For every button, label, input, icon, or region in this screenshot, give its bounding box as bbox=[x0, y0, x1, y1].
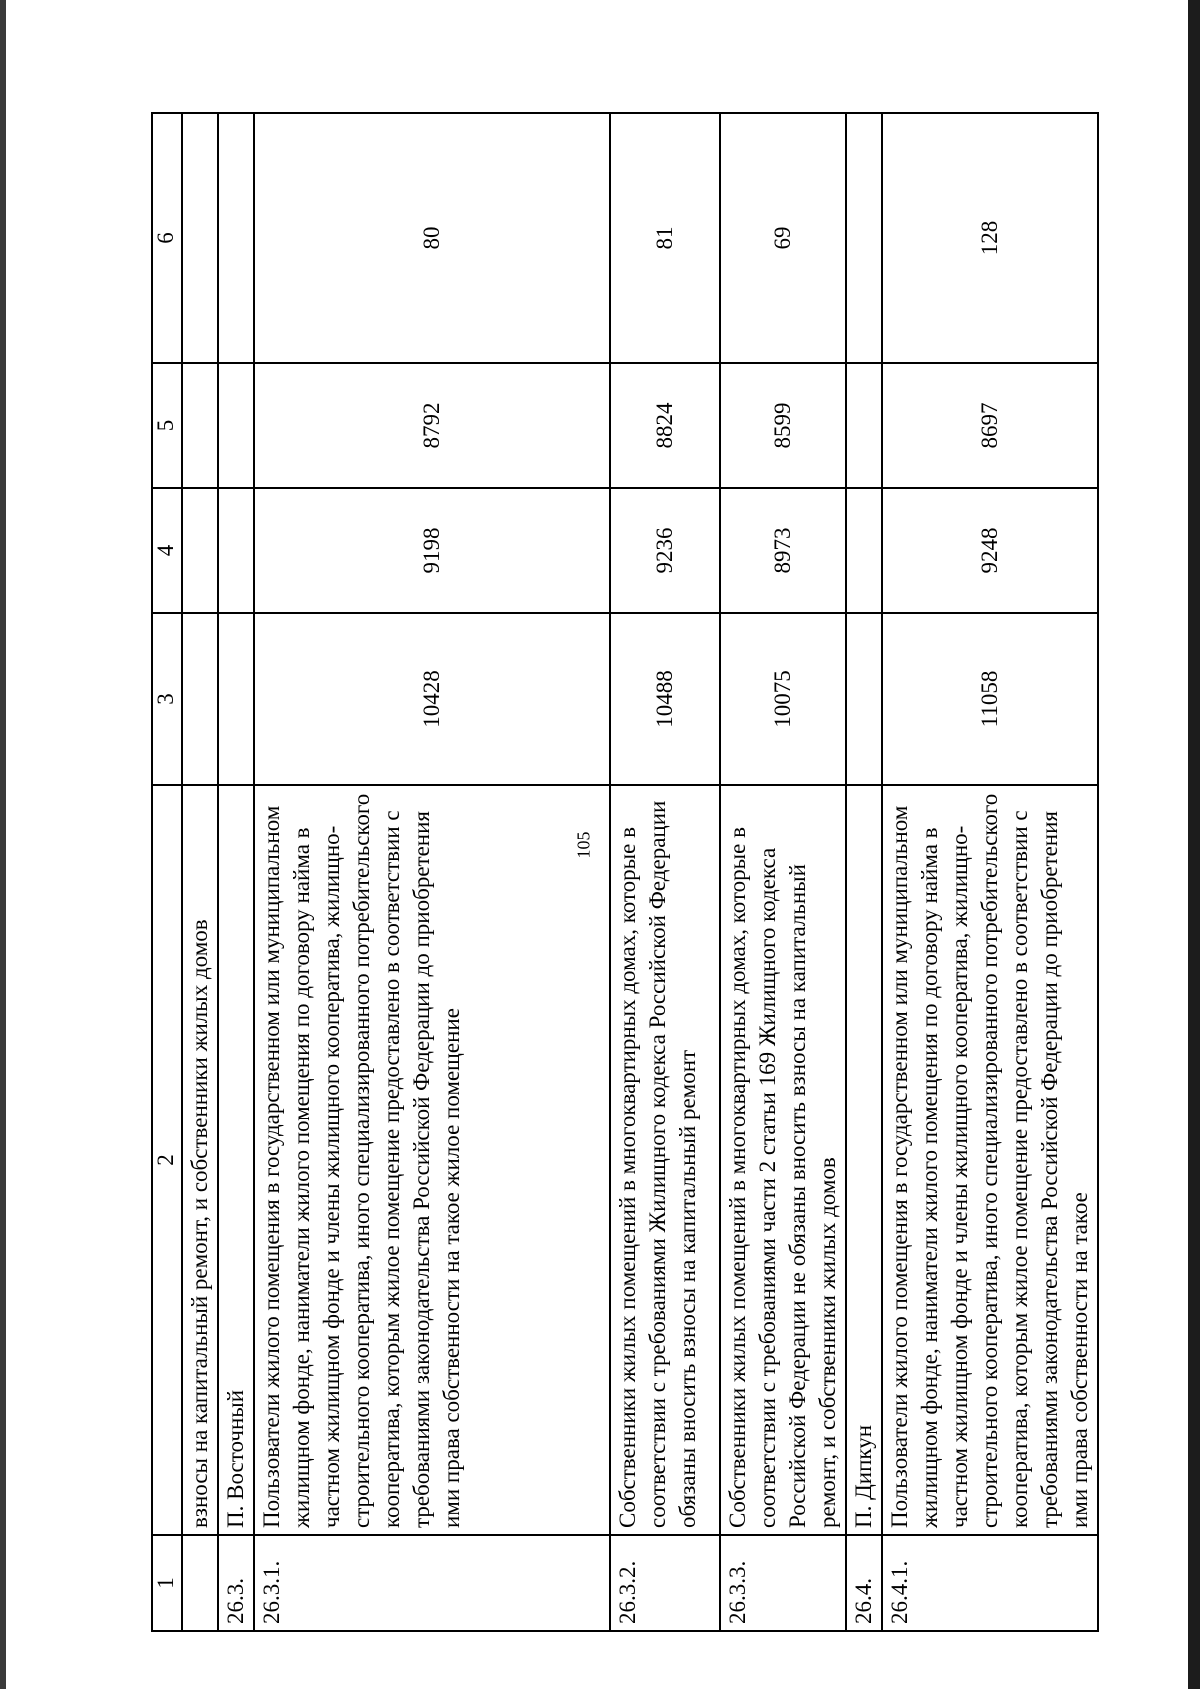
cell-value bbox=[182, 613, 218, 785]
cell-code: 26.3.1. bbox=[254, 1535, 610, 1631]
cell-text: Собственники жилых помещений в многоквартирных домах, которые в соответствии с требованиями Жилищного кодекса Российской Федерации обязаны вносить взносы на капитальный ремонт bbox=[610, 785, 720, 1535]
cell-value bbox=[846, 113, 882, 363]
cell-text: Пользователи жилого помещения в государственном или муниципальном жилищном фонде, наниматели жилого помещения по договору найма в частном жилищном фонде и члены жилищного кооператива, жилищно-строительного кооператива, иного специализированного потребительского кооператива, которым жилое помещение предоставлено в соответствии с требованиями законодательства Российской Федерации до приобретения ими права собственности на такое bbox=[882, 785, 1098, 1535]
cell-value bbox=[846, 488, 882, 613]
table-row bbox=[610, 113, 720, 1631]
cell-value bbox=[846, 363, 882, 488]
cell-value: 81 bbox=[610, 113, 720, 363]
cell-value: 9236 bbox=[610, 488, 720, 613]
cell-value: 8792 bbox=[254, 363, 610, 488]
cell-text: П. Дипкун bbox=[846, 785, 882, 1535]
cell-code: 26.4. bbox=[846, 1535, 882, 1631]
cell-code: 26.3.2. bbox=[610, 1535, 720, 1631]
cell-value: 8697 bbox=[882, 363, 1098, 488]
cell-value bbox=[182, 363, 218, 488]
header-row bbox=[152, 113, 182, 1631]
scan-edge-left bbox=[0, 0, 6, 1689]
header-col-1: 1 bbox=[152, 1535, 182, 1631]
cell-value: 10428 bbox=[254, 613, 610, 785]
cell-value: 10488 bbox=[610, 613, 720, 785]
table-row bbox=[218, 113, 254, 1631]
cell-value bbox=[218, 488, 254, 613]
cell-value bbox=[846, 613, 882, 785]
cell-value: 8599 bbox=[720, 363, 846, 488]
cell-value: 69 bbox=[720, 113, 846, 363]
cell-value bbox=[218, 113, 254, 363]
table-row bbox=[254, 113, 610, 1631]
cell-code: 26.3.3. bbox=[720, 1535, 846, 1631]
header-col-3: 3 bbox=[152, 613, 182, 785]
cell-value: 9198 bbox=[254, 488, 610, 613]
rotated-table-container bbox=[151, 114, 1092, 1632]
table-row bbox=[882, 113, 1098, 1631]
cell-code bbox=[182, 1535, 218, 1631]
cell-value: 8824 bbox=[610, 363, 720, 488]
cell-text: П. Восточный bbox=[218, 785, 254, 1535]
cell-value bbox=[218, 613, 254, 785]
cell-value: 9248 bbox=[882, 488, 1098, 613]
cell-value bbox=[182, 113, 218, 363]
table-row-continuation bbox=[182, 113, 218, 1631]
cell-code: 26.4.1. bbox=[882, 1535, 1098, 1631]
cell-text: Собственники жилых помещений в многоквартирных домах, которые в соответствии с требованиями части 2 статьи 169 Жилищного кодекса Российской Федерации не обязаны вносить взносы на капитальный ремонт, и собственники жилых домов bbox=[720, 785, 846, 1535]
cell-code: 26.3. bbox=[218, 1535, 254, 1631]
cell-value bbox=[182, 488, 218, 613]
header-col-5: 5 bbox=[152, 363, 182, 488]
cell-value: 80 bbox=[254, 113, 610, 363]
header-col-4: 4 bbox=[152, 488, 182, 613]
cell-continuation-text: взносы на капитальный ремонт, и собственники жилых домов bbox=[182, 785, 218, 1535]
tariff-table bbox=[151, 112, 1099, 1632]
cell-value: 10075 bbox=[720, 613, 846, 785]
table-row bbox=[720, 113, 846, 1631]
cell-value: 11058 bbox=[882, 613, 1098, 785]
table-row bbox=[846, 113, 882, 1631]
cell-value bbox=[218, 363, 254, 488]
cell-text: Пользователи жилого помещения в государственном или муниципальном жилищном фонде, наниматели жилого помещения по договору найма в частном жилищном фонде и члены жилищного кооператива, жилищно-строительного кооператива, иного специализированного потребительского кооператива, которым жилое помещение предоставлено в соответствии с требованиями законодательства Российской Федерации до приобретения ими права собственности на такое жилое помещение bbox=[254, 785, 610, 1535]
cell-value: 128 bbox=[882, 113, 1098, 363]
page-number: 105 bbox=[573, 831, 594, 859]
header-col-6: 6 bbox=[152, 113, 182, 363]
cell-value: 8973 bbox=[720, 488, 846, 613]
scan-edge-right bbox=[1188, 0, 1200, 1689]
header-col-2: 2 bbox=[152, 785, 182, 1535]
